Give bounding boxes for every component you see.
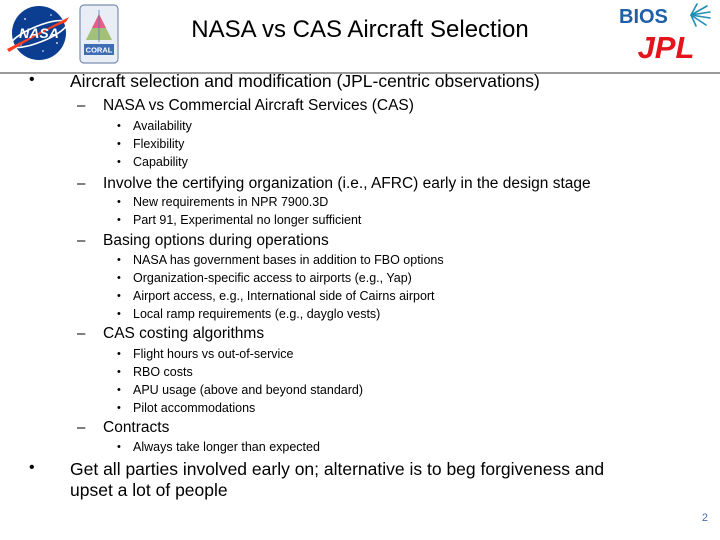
bullet-dot: • (117, 156, 121, 168)
sub-bullet-1: NASA vs Commercial Aircraft Services (CAS) (103, 97, 414, 114)
sub3-item-1: NASA has government bases in addition to FBO options (133, 253, 444, 267)
bullet-dot: • (117, 138, 121, 150)
coral-logo (79, 4, 119, 64)
sub1-item-3: Capability (133, 155, 188, 169)
sub-bullet-3: Basing options during operations (103, 232, 329, 249)
svg-text:BIOS: BIOS (619, 6, 668, 28)
sub4-item-2: RBO costs (133, 365, 193, 379)
bullet-dot: • (117, 120, 121, 132)
page-number: 2 (701, 512, 708, 524)
svg-text:CORAL: CORAL (85, 45, 113, 55)
svg-text:NASA: NASA (19, 25, 59, 41)
bullet-dot: • (29, 71, 35, 88)
bullet-dot: • (117, 348, 121, 360)
main-bullet-1: Aircraft selection and modification (JPL-centric observations) (70, 71, 540, 91)
bullet-dot: • (117, 308, 121, 320)
sub-bullet-2: Involve the certifying organization (i.e., AFRC) early in the design stage (103, 175, 591, 192)
sub-bullet-5: Contracts (103, 419, 170, 436)
bullet-dash: – (77, 419, 86, 436)
sub1-item-2: Flexibility (133, 137, 185, 151)
bullet-dot: • (117, 366, 121, 378)
sub3-item-2: Organization-specific access to airports (e.g., Yap) (133, 271, 412, 285)
sub2-item-1: New requirements in NPR 7900.3D (133, 195, 329, 209)
bullet-dot: • (117, 402, 121, 414)
bullet-dot: • (117, 290, 121, 302)
bullet-dot: • (117, 384, 121, 396)
svg-text:JPL: JPL (637, 31, 695, 61)
bullet-dot: • (117, 272, 121, 284)
sub2-item-2: Part 91, Experimental no longer sufficient (133, 213, 362, 227)
sub5-item-1: Always take longer than expected (133, 440, 320, 454)
bullet-dot: • (117, 196, 121, 208)
bullet-dot: • (117, 441, 121, 453)
sub3-item-3: Airport access, e.g., International side of Cairns airport (133, 289, 435, 303)
slide-title: NASA vs CAS Aircraft Selection (191, 16, 529, 43)
nasa-logo (3, 3, 75, 63)
sub3-item-4: Local ramp requirements (e.g., dayglo vests) (133, 307, 381, 321)
bullet-dot: • (29, 459, 35, 476)
main-bullet-2-line-1: Get all parties involved early on; alternative is to beg forgiveness and (70, 459, 605, 479)
bullet-dot: • (117, 214, 121, 226)
bullet-dash: – (77, 175, 86, 192)
bios-logo (617, 2, 715, 28)
bullet-dash: – (77, 97, 86, 114)
jpl-logo (619, 31, 713, 61)
bullet-dot: • (117, 254, 121, 266)
sub-bullet-4: CAS costing algorithms (103, 325, 265, 342)
sub4-item-3: APU usage (above and beyond standard) (133, 383, 364, 397)
main-bullet-2-line-2: upset a lot of people (70, 480, 228, 500)
sub4-item-1: Flight hours vs out-of-service (133, 347, 294, 361)
sub1-item-1: Availability (133, 119, 192, 133)
bullet-dash: – (77, 325, 86, 342)
sub4-item-4: Pilot accommodations (133, 401, 256, 415)
bullet-dash: – (77, 232, 86, 249)
